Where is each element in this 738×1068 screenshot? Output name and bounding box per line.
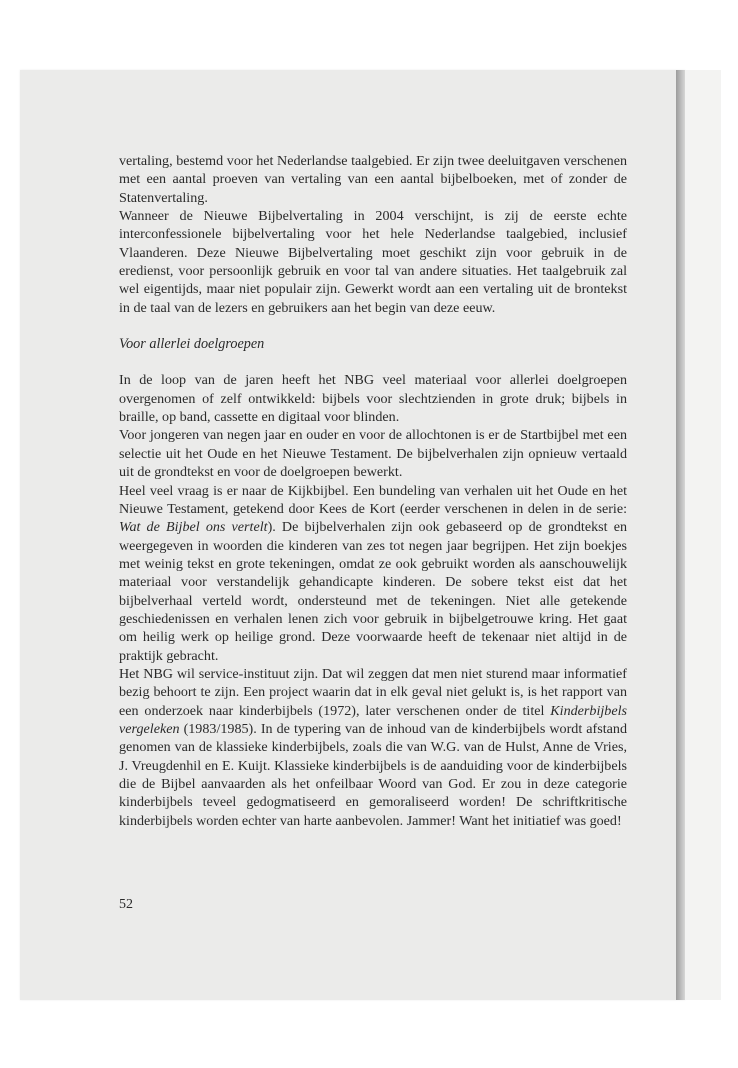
- paragraph: Voor jongeren van negen jaar en ouder en voor de allochtonen is er de Startbijbel met een selectie uit het Oude en het Nieuwe Testament. De bijbelverhalen zijn opnieuw vertaald uit de grondtekst en voor de doelgroepen bewerkt.: [119, 427, 627, 481]
- text-run: ). De bijbelverhalen zijn ook gebaseerd op de grondtekst en weergegeven in woorden die kinderen van zes tot negen jaar begrijpen. Het zijn boekjes met weinig tekst en grote tekeningen, omdat ze ook gebruikt worden als aanschouwelijk materiaal voor verstandelijk gehandicapte kinderen. De sobere tekst eist dat het bijbelverhaal verteld wordt, ondersteund met de tekeningen. Niet alle getekende geschiedenissen en verhalen lenen zich voor gebruik in bijbelgetrouwe kring. Het gaat om heilig werk op heilige grond. Deze voorwaarde heeft de tekenaar niet altijd in de praktijk gebracht.: [119, 519, 627, 664]
- paragraph: vertaling, bestemd voor het Nederlandse taalgebied. Er zijn twee deeluitgaven verschenen met een aantal proeven van vertaling van een aantal bijbelboeken, met of zonder de Statenvertaling.: [119, 153, 627, 206]
- page-edge: [685, 70, 721, 1000]
- paragraph-kijkbijbel: [119, 482, 627, 665]
- series-title: Wat de Bijbel ons vertelt: [119, 519, 268, 536]
- paragraph: Wanneer de Nieuwe Bijbelvertaling in 2004 verschijnt, is zij de eerste echte interconfessionele bijbelvertaling voor het hele Nederlandse taalgebied, inclusief Vlaanderen. Deze Nieuwe Bijbelvertaling moet geschikt zijn voor gebruik in de eredienst, voor persoonlijk gebruik en voor tal van andere situaties. Het taalgebruik zal wel eigentijds, maar niet populair zijn. Gewerkt wordt aan een vertaling uit de brontekst in de taal van de lezers en gebruikers aan het begin van deze eeuw.: [119, 208, 627, 316]
- text-run: (1983/1985). In de typering van de inhoud van de kinderbijbels wordt afstand genomen van de klassieke kinderbijbels, zoals die van W.G. van de Hulst, Anne de Vries, J. Vreugdenhil en E. Kuijt. Klassieke kinderbijbels is de aanduiding voor de kinderbijbels die de Bijbel aanvaarden als het onfeilbaar Woord van God. Er zou in deze categorie kinderbijbels teveel gedogmatiseerd en gemoraliseerd worden! De schriftkritische kinderbijbels worden echter van harte aanbevolen. Jammer! Want het initiatief was goed!: [119, 720, 627, 829]
- book-title: Kinderbijbels vergeleken: [119, 702, 627, 737]
- paragraph: In de loop van de jaren heeft het NBG veel materiaal voor allerlei doelgroepen overgenomen of zelf ontwikkeld: bijbels voor slechtzienden in grote druk; bijbels in braille, op band, cassette en digitaal voor blinden.: [119, 372, 627, 426]
- section-heading: Voor allerlei doelgroepen: [119, 336, 265, 353]
- page-number: 52: [119, 897, 133, 912]
- text-run: Het NBG wil service-instituut zijn. Dat wil zeggen dat men niet sturend maar informatief bezig behoort te zijn. Een project waarin dat in elk geval niet gelukt is, is het rapport van een onderzoek naar kinderbijbels (1972), later verschenen onder de titel: [119, 665, 627, 719]
- paragraph-service: [119, 665, 627, 830]
- text-run: Heel veel vraag is er naar de Kijkbijbel. Een bundeling van verhalen uit het Oude en het Nieuwe Testament, getekend door Kees de Kort (eerder verschenen in delen in de serie:: [119, 482, 627, 517]
- page-body: [119, 152, 627, 830]
